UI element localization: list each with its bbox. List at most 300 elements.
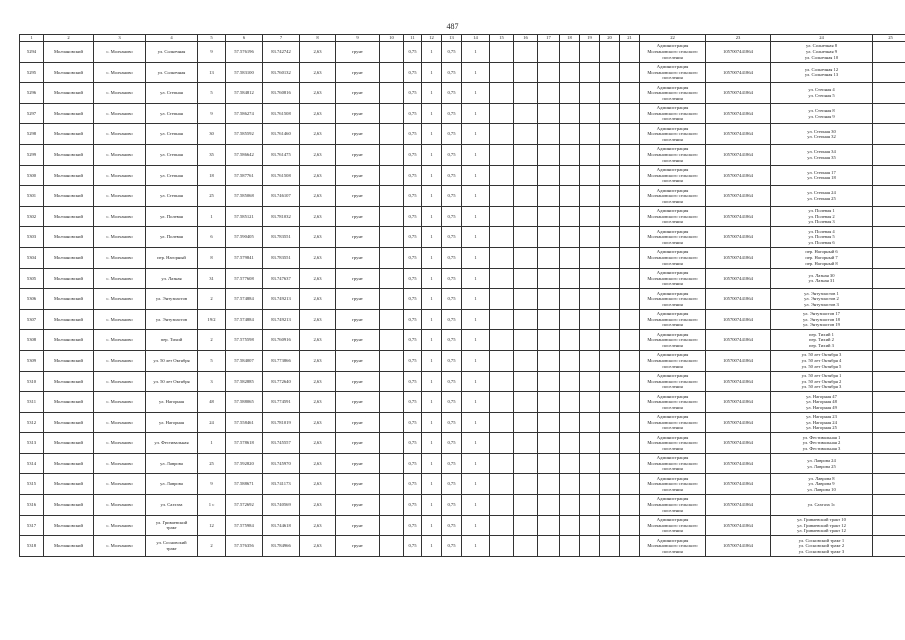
cell-empty xyxy=(538,62,560,83)
column-header: 16 xyxy=(514,35,538,42)
cell-locality: с. Молчаново xyxy=(94,495,146,516)
cell-house: 18 xyxy=(198,165,226,186)
cell-value: 0,75 xyxy=(404,268,422,289)
cell-street-line: тракт xyxy=(166,525,177,531)
cell-addresses-line: ул. Степная 32 xyxy=(807,134,836,140)
cell-addresses xyxy=(771,124,873,145)
cell-administration xyxy=(640,495,706,516)
cell-surface: грунт xyxy=(336,495,380,516)
cell-administration-line: Молчановского сельского xyxy=(647,275,698,281)
cell-value: 0,75 xyxy=(442,536,462,557)
cell-value: 0,75 xyxy=(442,495,462,516)
column-header: 8 xyxy=(300,35,336,42)
cell-empty xyxy=(560,227,580,248)
cell-value: 0,75 xyxy=(404,330,422,351)
cell-addresses xyxy=(771,165,873,186)
cell-longitude: 83.774591 xyxy=(263,392,300,413)
cell-empty xyxy=(580,330,600,351)
cell-value: 0,75 xyxy=(404,474,422,495)
cell-empty xyxy=(514,289,538,310)
cell-empty xyxy=(620,144,640,165)
table-body xyxy=(20,42,905,557)
cell-district: Молчановский xyxy=(44,227,94,248)
cell-id: 5300 xyxy=(20,165,44,186)
cell-addresses xyxy=(771,83,873,104)
cell-empty xyxy=(514,495,538,516)
cell-empty xyxy=(873,495,905,516)
cell-locality: с. Молчаново xyxy=(94,371,146,392)
cell-district: Молчановский xyxy=(44,474,94,495)
cell-empty xyxy=(514,412,538,433)
cell-empty xyxy=(580,350,600,371)
cell-addresses-line: пер. Тихий 2 xyxy=(809,337,834,343)
cell-street: пер. Нагорный xyxy=(146,247,198,268)
cell-empty xyxy=(560,392,580,413)
cell-administration xyxy=(640,474,706,495)
cell-empty xyxy=(514,227,538,248)
cell-empty xyxy=(560,536,580,557)
cell-addresses-line: ул. Лазная 30 xyxy=(808,272,835,278)
cell-latitude: 57.578618 xyxy=(226,433,263,454)
table-row xyxy=(20,453,905,474)
cell-id: 5305 xyxy=(20,268,44,289)
cell-empty xyxy=(538,474,560,495)
cell-administration-line: Молчановского сельского xyxy=(647,502,698,508)
cell-addresses xyxy=(771,433,873,454)
cell-house: 25 xyxy=(198,186,226,207)
cell-ogrn: 1057007441864 xyxy=(706,453,771,474)
cell-longitude: 83.781019 xyxy=(263,412,300,433)
cell-area: 2,63 xyxy=(300,309,336,330)
cell-empty xyxy=(538,165,560,186)
cell-district: Молчановский xyxy=(44,495,94,516)
cell-administration-line: Молчановского сельского xyxy=(647,151,698,157)
cell-id: 5294 xyxy=(20,42,44,63)
cell-house: 9 xyxy=(198,42,226,63)
cell-empty xyxy=(620,330,640,351)
cell-administration xyxy=(640,268,706,289)
table-row xyxy=(20,536,905,557)
cell-district: Молчановский xyxy=(44,536,94,557)
cell-empty xyxy=(380,268,404,289)
cell-surface: грунт xyxy=(336,474,380,495)
cell-empty xyxy=(873,206,905,227)
table-row xyxy=(20,371,905,392)
cell-administration-line: поселения xyxy=(662,425,683,431)
cell-value: 1 xyxy=(422,392,442,413)
cell-latitude: 57.576196 xyxy=(226,42,263,63)
cell-value: 0,75 xyxy=(404,392,422,413)
cell-addresses-line: ул. Лазная 31 xyxy=(808,278,835,284)
cell-empty xyxy=(490,124,514,145)
cell-longitude: 83.760816 xyxy=(263,83,300,104)
cell-administration-line: поселения xyxy=(662,487,683,493)
cell-empty xyxy=(620,350,640,371)
cell-value: 1 xyxy=(422,268,442,289)
cell-empty xyxy=(490,536,514,557)
cell-value: 1 xyxy=(462,536,490,557)
cell-value: 0,75 xyxy=(404,536,422,557)
cell-administration-line: Администрация xyxy=(656,496,689,502)
cell-ogrn: 1057007441864 xyxy=(706,412,771,433)
cell-empty xyxy=(490,186,514,207)
column-header: 14 xyxy=(462,35,490,42)
table-row xyxy=(20,144,905,165)
cell-ogrn: 1057007441864 xyxy=(706,83,771,104)
cell-empty xyxy=(490,227,514,248)
cell-latitude: 57.579841 xyxy=(226,247,263,268)
cell-administration xyxy=(640,144,706,165)
cell-house: 35 xyxy=(198,144,226,165)
cell-empty xyxy=(560,144,580,165)
cell-district: Молчановский xyxy=(44,392,94,413)
cell-empty xyxy=(490,42,514,63)
cell-empty xyxy=(600,83,620,104)
cell-value: 0,75 xyxy=(404,247,422,268)
cell-empty xyxy=(514,165,538,186)
cell-id: 5301 xyxy=(20,186,44,207)
cell-addresses-line: ул. Степная 4 xyxy=(808,87,835,93)
cell-id: 5318 xyxy=(20,536,44,557)
cell-addresses-line: ул. Энтузиастов 17 xyxy=(803,311,840,317)
cell-empty xyxy=(873,83,905,104)
cell-empty xyxy=(873,165,905,186)
cell-empty xyxy=(580,309,600,330)
cell-empty xyxy=(538,392,560,413)
cell-administration-line: поселения xyxy=(662,75,683,81)
cell-latitude: 57.577608 xyxy=(226,268,263,289)
cell-addresses-line: ул. Солнечная 10 xyxy=(804,54,839,60)
cell-area: 2,63 xyxy=(300,247,336,268)
cell-empty xyxy=(620,206,640,227)
column-header: 2 xyxy=(44,35,94,42)
cell-ogrn: 1057007441864 xyxy=(706,62,771,83)
cell-empty xyxy=(580,186,600,207)
cell-empty xyxy=(580,103,600,124)
cell-street: ул. Энтузиастов xyxy=(146,289,198,310)
cell-value: 1 xyxy=(422,412,442,433)
cell-value: 1 xyxy=(462,289,490,310)
cell-administration-line: поселения xyxy=(662,363,683,369)
cell-district: Молчановский xyxy=(44,412,94,433)
cell-administration-line: Молчановского сельского xyxy=(647,49,698,54)
cell-area: 2,63 xyxy=(300,83,336,104)
cell-empty xyxy=(380,309,404,330)
cell-empty xyxy=(620,165,640,186)
cell-administration-line: Администрация xyxy=(656,393,689,399)
cell-addresses-line: ул. Сосновский тракт 2 xyxy=(798,543,845,549)
cell-addresses-line: ул. Нагорная 24 xyxy=(806,419,837,425)
cell-empty xyxy=(580,124,600,145)
cell-empty xyxy=(580,42,600,63)
table-row xyxy=(20,495,905,516)
cell-administration-line: Молчановского сельского xyxy=(647,460,698,466)
cell-administration-line: Администрация xyxy=(656,414,689,420)
cell-empty xyxy=(538,206,560,227)
cell-district: Молчановский xyxy=(44,268,94,289)
cell-administration-line: Молчановского сельского xyxy=(647,419,698,425)
cell-empty xyxy=(873,268,905,289)
column-header: 5 xyxy=(198,35,226,42)
cell-ogrn: 1057007441864 xyxy=(706,42,771,63)
column-header: 12 xyxy=(422,35,442,42)
cell-administration-line: поселения xyxy=(662,95,683,101)
cell-administration xyxy=(640,124,706,145)
cell-empty xyxy=(580,144,600,165)
cell-value: 0,75 xyxy=(442,83,462,104)
cell-value: 1 xyxy=(422,330,442,351)
cell-administration-line: Молчановского сельского xyxy=(647,254,698,260)
cell-street: ул. Нагорная xyxy=(146,392,198,413)
cell-surface: грунт xyxy=(336,186,380,207)
cell-administration-line: Молчановского сельского xyxy=(647,357,698,363)
cell-administration-line: Администрация xyxy=(656,455,689,461)
cell-value: 0,75 xyxy=(404,103,422,124)
cell-latitude: 57.558461 xyxy=(226,412,263,433)
cell-value: 1 xyxy=(422,103,442,124)
cell-district: Молчановский xyxy=(44,433,94,454)
cell-administration-line: Администрация xyxy=(656,352,689,358)
cell-value: 0,75 xyxy=(404,206,422,227)
cell-id: 5309 xyxy=(20,350,44,371)
cell-empty xyxy=(580,412,600,433)
cell-street xyxy=(146,515,198,536)
cell-district: Молчановский xyxy=(44,330,94,351)
cell-administration-line: Молчановского сельского xyxy=(647,110,698,116)
cell-empty xyxy=(514,474,538,495)
cell-addresses-line: ул. Полевая 6 xyxy=(808,239,835,245)
cell-empty xyxy=(620,371,640,392)
cell-street: ул. Лаврова xyxy=(146,474,198,495)
cell-value: 0,75 xyxy=(404,62,422,83)
cell-street: ул. Cолнечная xyxy=(146,42,198,63)
cell-empty xyxy=(380,186,404,207)
cell-addresses-line: ул. Полевая 2 xyxy=(808,213,835,219)
cell-empty xyxy=(380,433,404,454)
column-header: 9 xyxy=(336,35,380,42)
table-row xyxy=(20,433,905,454)
cell-empty xyxy=(600,289,620,310)
cell-empty xyxy=(514,433,538,454)
cell-area: 2,63 xyxy=(300,206,336,227)
cell-addresses xyxy=(771,289,873,310)
cell-latitude: 57.585121 xyxy=(226,206,263,227)
cell-empty xyxy=(560,289,580,310)
cell-empty xyxy=(600,206,620,227)
column-header: 7 xyxy=(263,35,300,42)
cell-street: ул. Полевая xyxy=(146,227,198,248)
cell-administration-line: Молчановского сельского xyxy=(647,69,698,75)
cell-empty xyxy=(600,247,620,268)
cell-empty xyxy=(600,186,620,207)
cell-locality: с. Молчаново xyxy=(94,206,146,227)
cell-empty xyxy=(560,330,580,351)
cell-surface: грунт xyxy=(336,144,380,165)
cell-value: 0,75 xyxy=(442,350,462,371)
cell-empty xyxy=(600,453,620,474)
cell-addresses xyxy=(771,309,873,330)
cell-value: 0,75 xyxy=(404,453,422,474)
cell-addresses-line: ул. Степная 18 xyxy=(807,175,836,181)
table-row xyxy=(20,247,905,268)
cell-house: 8 xyxy=(198,247,226,268)
cell-value: 0,75 xyxy=(404,495,422,516)
cell-addresses-line: ул. Нагорная 47 xyxy=(806,393,837,399)
cell-empty xyxy=(538,453,560,474)
cell-value: 0,75 xyxy=(442,392,462,413)
cell-addresses-line: ул. Сахтаза 1с xyxy=(807,502,836,508)
cell-administration-line: Администрация xyxy=(656,105,689,111)
cell-surface: грунт xyxy=(336,515,380,536)
cell-administration-line: Молчановского сельского xyxy=(647,522,698,528)
cell-administration xyxy=(640,515,706,536)
cell-empty xyxy=(380,247,404,268)
cell-addresses xyxy=(771,144,873,165)
cell-empty xyxy=(538,495,560,516)
cell-administration-line: Администрация xyxy=(656,146,689,152)
cell-locality: с. Молчаново xyxy=(94,350,146,371)
page-number: 487 xyxy=(446,22,459,31)
cell-empty xyxy=(490,247,514,268)
table-row xyxy=(20,124,905,145)
cell-house: 3 xyxy=(198,371,226,392)
cell-house: 31 xyxy=(198,268,226,289)
cell-value: 1 xyxy=(462,186,490,207)
cell-longitude: 83.772640 xyxy=(263,371,300,392)
cell-district: Молчановский xyxy=(44,186,94,207)
cell-administration-line: Администрация xyxy=(656,311,689,317)
cell-empty xyxy=(873,350,905,371)
cell-value: 1 xyxy=(422,124,442,145)
cell-value: 0,75 xyxy=(404,412,422,433)
cell-empty xyxy=(560,206,580,227)
cell-empty xyxy=(873,453,905,474)
cell-empty xyxy=(380,371,404,392)
cell-longitude: 83.745557 xyxy=(263,433,300,454)
cell-empty xyxy=(560,453,580,474)
cell-addresses-line: ул. Степная 30 xyxy=(807,128,836,134)
cell-locality: с. Молчаново xyxy=(94,83,146,104)
cell-latitude: 57.574884 xyxy=(226,309,263,330)
table-row xyxy=(20,42,905,63)
cell-longitude: 83.773866 xyxy=(263,350,300,371)
cell-latitude: 57.590405 xyxy=(226,227,263,248)
cell-area: 2,63 xyxy=(300,165,336,186)
cell-longitude: 83.749213 xyxy=(263,309,300,330)
cell-empty xyxy=(538,83,560,104)
cell-empty xyxy=(873,186,905,207)
cell-locality: с. Молчаново xyxy=(94,433,146,454)
cell-surface: грунт xyxy=(336,83,380,104)
cell-locality: с. Молчаново xyxy=(94,536,146,557)
cell-value: 0,75 xyxy=(442,412,462,433)
cell-empty xyxy=(380,83,404,104)
cell-street: ул. 50 лет Октября xyxy=(146,371,198,392)
cell-value: 1 xyxy=(462,144,490,165)
cell-empty xyxy=(620,227,640,248)
cell-ogrn: 1057007441864 xyxy=(706,330,771,351)
cell-surface: грунт xyxy=(336,453,380,474)
cell-addresses-line: ул. Нагорная 25 xyxy=(806,425,837,431)
cell-value: 0,75 xyxy=(442,227,462,248)
cell-administration-line: Администрация xyxy=(656,249,689,255)
cell-longitude: 83.761508 xyxy=(263,103,300,124)
cell-empty xyxy=(538,144,560,165)
cell-empty xyxy=(873,227,905,248)
column-header: 25 xyxy=(873,35,905,42)
cell-house: 48 xyxy=(198,392,226,413)
cell-addresses xyxy=(771,371,873,392)
cell-administration-line: поселения xyxy=(662,260,683,266)
cell-administration-line: поселения xyxy=(662,116,683,122)
cell-value: 0,75 xyxy=(442,247,462,268)
cell-value: 1 xyxy=(422,371,442,392)
table-row xyxy=(20,392,905,413)
cell-value: 1 xyxy=(422,165,442,186)
cell-value: 1 xyxy=(422,62,442,83)
cell-id: 5313 xyxy=(20,433,44,454)
cell-empty xyxy=(873,330,905,351)
cell-locality: с. Молчаново xyxy=(94,392,146,413)
cell-street-line: тракт xyxy=(166,546,177,552)
cell-administration-line: Молчановского сельского xyxy=(647,296,698,302)
cell-house: 6 xyxy=(198,227,226,248)
cell-empty xyxy=(873,309,905,330)
cell-empty xyxy=(514,247,538,268)
cell-latitude: 57.584007 xyxy=(226,350,263,371)
cell-ogrn: 1057007441864 xyxy=(706,433,771,454)
cell-value: 1 xyxy=(422,227,442,248)
cell-area: 2,63 xyxy=(300,350,336,371)
cell-id: 5312 xyxy=(20,412,44,433)
cell-empty xyxy=(538,330,560,351)
cell-addresses-line: ул. Степная 8 xyxy=(808,107,835,113)
column-header: 11 xyxy=(404,35,422,42)
cell-empty xyxy=(560,62,580,83)
cell-empty xyxy=(538,536,560,557)
cell-longitude: 83.740569 xyxy=(263,495,300,516)
cell-value: 0,75 xyxy=(404,165,422,186)
cell-empty xyxy=(514,392,538,413)
cell-empty xyxy=(490,412,514,433)
cell-value: 1 xyxy=(422,309,442,330)
cell-locality: с. Молчаново xyxy=(94,62,146,83)
cell-locality: с. Молчаново xyxy=(94,289,146,310)
table-row xyxy=(20,309,905,330)
cell-ogrn: 1057007441864 xyxy=(706,495,771,516)
cell-longitude: 83.760916 xyxy=(263,330,300,351)
cell-administration-line: поселения xyxy=(662,445,683,451)
cell-locality: с. Молчаново xyxy=(94,103,146,124)
cell-empty xyxy=(620,453,640,474)
column-header: 23 xyxy=(706,35,771,42)
cell-empty xyxy=(873,392,905,413)
cell-value: 1 xyxy=(422,289,442,310)
cell-ogrn: 1057007441864 xyxy=(706,227,771,248)
cell-addresses-line: ул. Степная 17 xyxy=(807,169,836,175)
cell-value: 1 xyxy=(422,42,442,63)
cell-house: 2 xyxy=(198,289,226,310)
cell-longitude: 83.741173 xyxy=(263,474,300,495)
cell-street: ул. Лаврова xyxy=(146,453,198,474)
cell-addresses-line: ул. Лаврова 25 xyxy=(807,463,836,469)
cell-value: 0,75 xyxy=(404,433,422,454)
cell-addresses-line: ул. Лаврова 24 xyxy=(807,458,836,464)
cell-addresses-line: ул. Фестивальная 3 xyxy=(802,445,841,451)
cell-value: 1 xyxy=(462,62,490,83)
table-row xyxy=(20,412,905,433)
cell-value: 0,75 xyxy=(404,42,422,63)
